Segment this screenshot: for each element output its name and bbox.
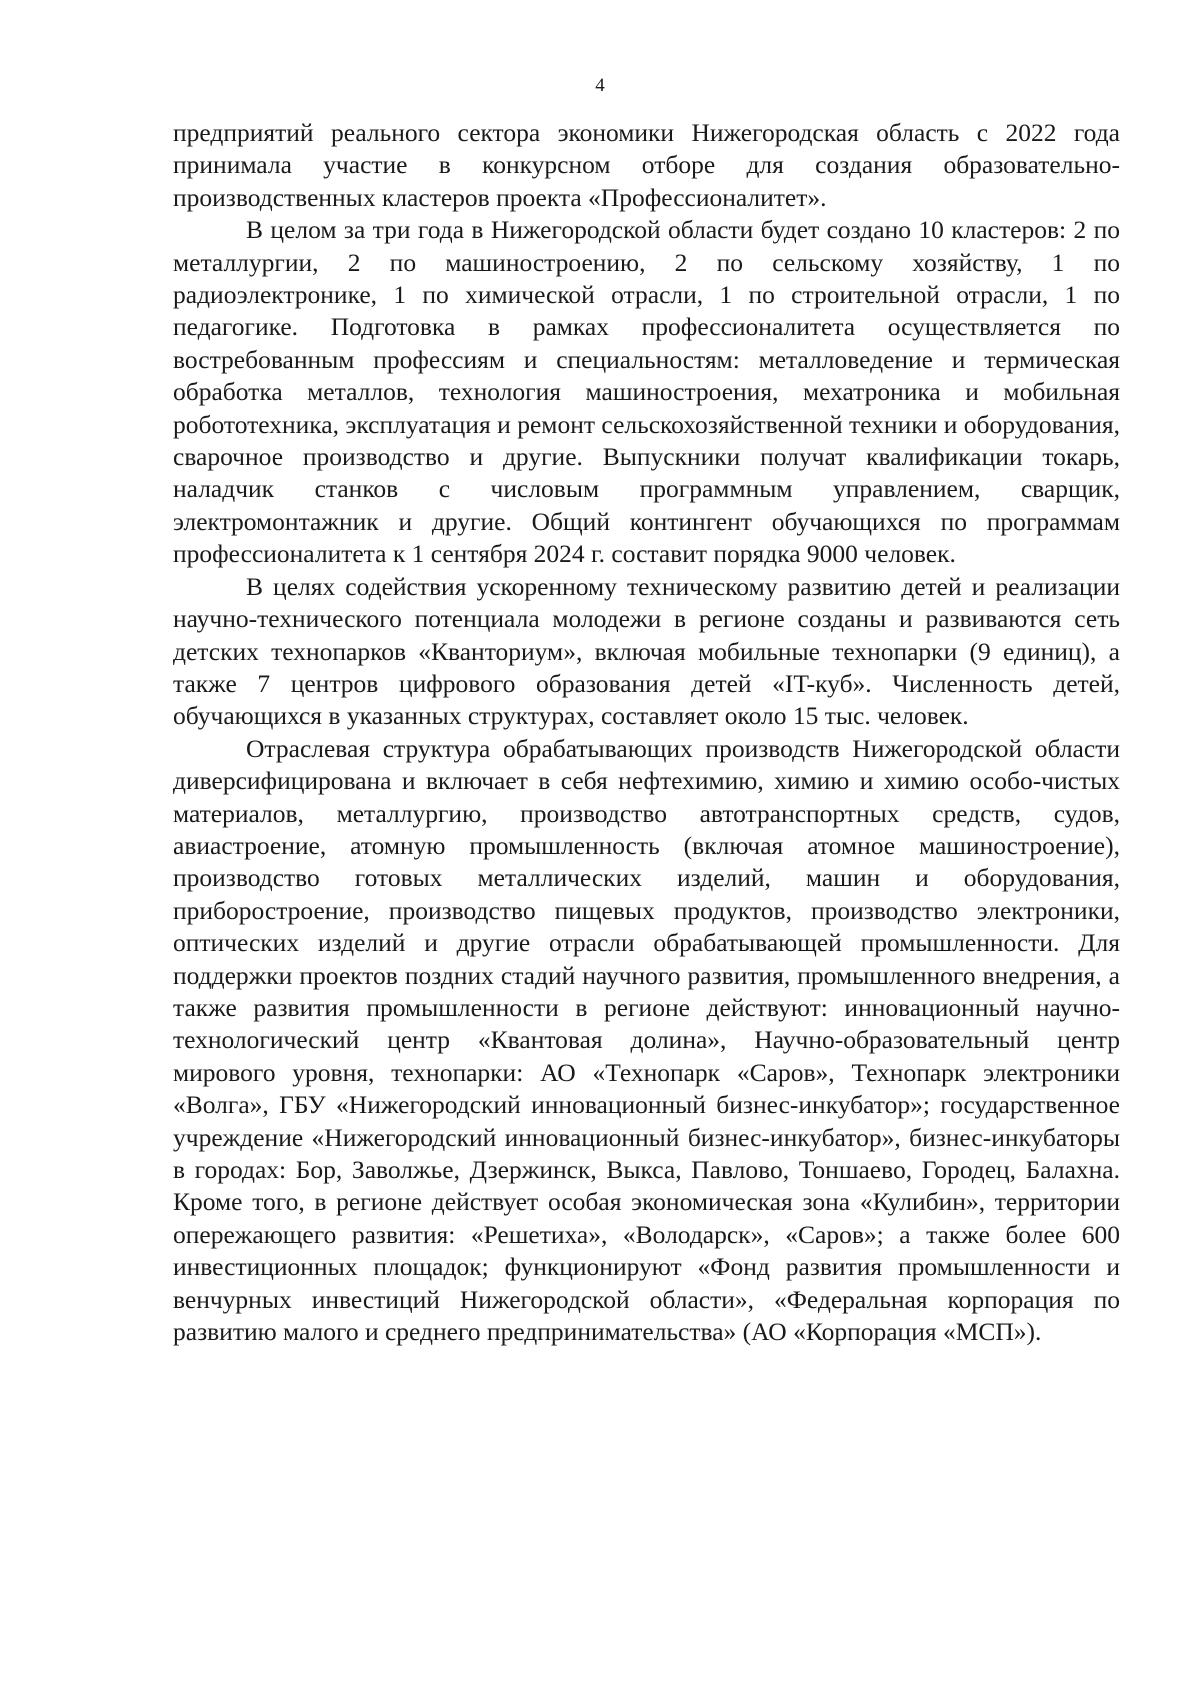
paragraph-industry-structure: Отраслевая структура обрабатывающих производств Нижегородской области диверсифицирована и включает в себя нефтехимию, химию и химию особо-чистых материалов, металлургию, производство автотранспортных средств, судов, авиастроение, атомную промышленность (включая атомное машиностроение), производство готовых металлических изделий, машин и оборудования, приборостроение, производство пищевых продуктов, производство электроники, оптических изделий и другие отрасли обрабатывающей промышленности. Для поддержки проектов поздних стадий научного развития, промышленного внедрения, а также развития промышленности в регионе действуют: инновационный научно-технологический центр «Квантовая долина», Научно-образовательный центр мирового уровня, технопарки: АО «Технопарк «Саров», Технопарк электроники «Волга», ГБУ «Нижегородский инновационный бизнес-инкубатор»; государственное учреждение «Нижегородский инновационный бизнес-инкубатор», бизнес-инкубаторы в городах: Бор, Заволжье, Дзержинск, Выкса, Павлово, Тоншаево, Городец, Балахна. Кроме того, в регионе действует особая экономическая зона «Кулибин», территории опережающего развития: «Решетиха», «Володарск», «Саров»; а также более 600 инвестиционных площадок; функционируют «Фонд развития промышленности и венчурных инвестиций Нижегородской области», «Федеральная корпорация по развитию малого и среднего предпринимательства» (АО «Корпорация «МСП»). bbox=[173, 733, 1120, 1347]
page-number: 4 bbox=[595, 75, 605, 96]
paragraph-continuation: предприятий реального сектора экономики Нижегородская область с 2022 года принимала участие в конкурсном отборе для создания образовательно-производственных кластеров проекта «Профессионалитет». bbox=[173, 118, 1120, 212]
document-body bbox=[173, 117, 1120, 1348]
paragraph-technoparks: В целях содействия ускоренному техническому развитию детей и реализации научно-технического потенциала молодежи в регионе созданы и развиваются сеть детских технопарков «Кванториум», включая мобильные технопарки (9 единиц), а также 7 центров цифрового образования детей «IT-куб». Численность детей, обучающихся в указанных структурах, составляет около 15 тыс. человек. bbox=[173, 571, 1120, 731]
paragraph-clusters: В целом за три года в Нижегородской области будет создано 10 кластеров: 2 по металлургии, 2 по машиностроению, 2 по сельскому хозяйству, 1 по радиоэлектронике, 1 по химической отрасли, 1 по строительной отрасли, 1 по педагогике. Подготовка в рамках профессионалитета осуществляется по востребованным профессиям и специальностям: металловедение и термическая обработка металлов, технология машиностроения, мехатроника и мобильная робототехника, эксплуатация и ремонт сельскохозяйственной техники и оборудования, сварочное производство и другие. Выпускники получат квалификации токарь, наладчик станков с числовым программным управлением, сварщик, электромонтажник и другие. Общий контингент обучающихся по программам профессионалитета к 1 сентября 2024 г. составит порядка 9000 человек. bbox=[173, 215, 1120, 569]
